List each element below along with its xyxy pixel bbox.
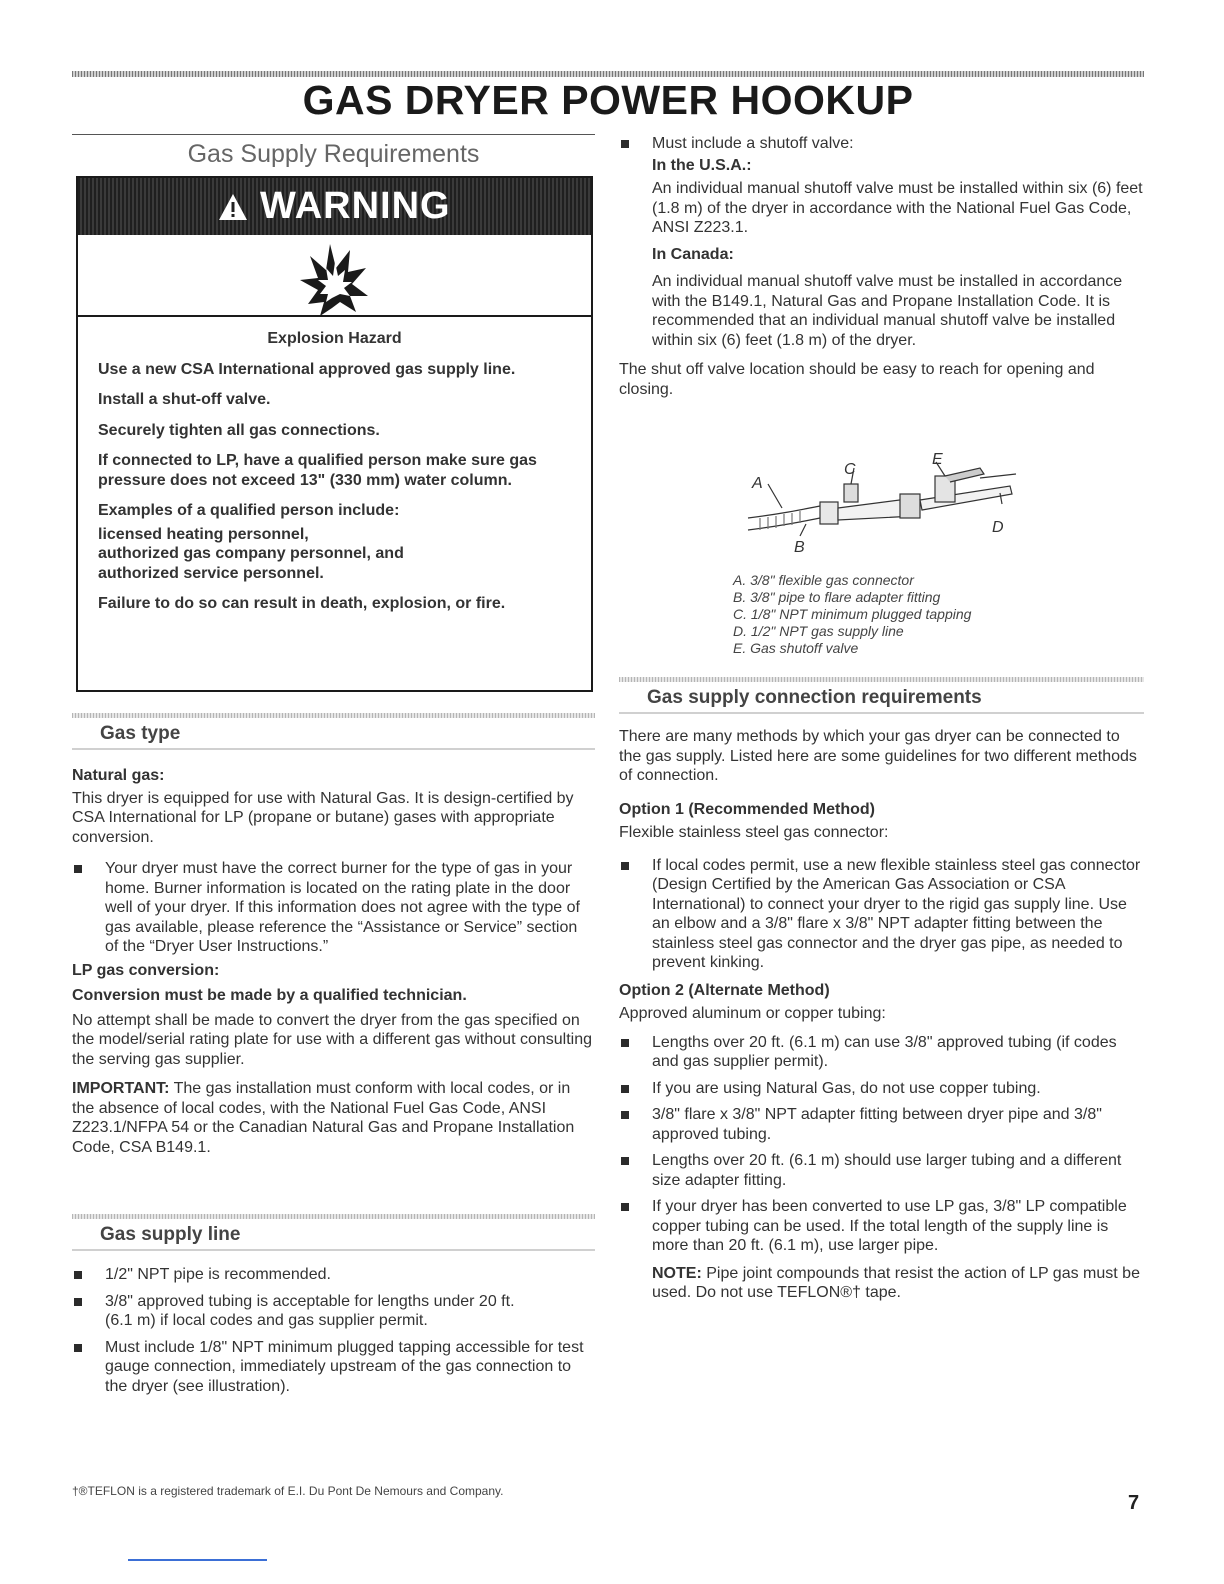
diagram-letter-c: C — [844, 461, 856, 478]
shutoff-location-text: The shut off valve location should be easy to reach for opening and closing. — [619, 361, 1095, 398]
page-number: 7 — [1128, 1492, 1140, 1514]
connection-intro: There are many methods by which your gas dryer can be connected to the gas supply. Listed here are some guidelines for two different methods of connection. — [619, 728, 1137, 784]
important-paragraph — [72, 1079, 595, 1157]
diagram-letter-b: B — [794, 539, 805, 556]
warning-line: If connected to LP, have a qualified person make sure gas pressure does not exceed 13" (330 mm) water column. — [98, 452, 537, 489]
gas-type-heading: Gas type — [100, 723, 181, 744]
gas-supply-line-heading-block — [72, 1214, 595, 1251]
option1-label: Option 1 (Recommended Method) — [619, 800, 875, 818]
diagram-letter-d: D — [992, 519, 1004, 536]
gas-type-bullet: Your dryer must have the correct burner for the type of gas in your home. Burner information is located on the rating plate in the door well of your dryer. If this information does not agree with the type of gas available, please reference the “Assistance or Service” section of the “Dryer User Instructions.” — [72, 859, 595, 957]
lp-conversion-bold: Conversion must be made by a qualified technician. — [72, 987, 467, 1004]
usa-text: An individual manual shutoff valve must be installed within six (6) feet (1.8 m) of the dryer in accordance with the National Fuel Gas Code, ANSI Z223.1. — [652, 180, 1143, 236]
diagram-caption: A. 3/8" flexible gas connector — [733, 572, 914, 588]
section-heading: Gas Supply Requirements — [187, 140, 480, 168]
diagram-caption: B. 3/8" pipe to flare adapter fitting — [733, 589, 941, 605]
warning-line: Securely tighten all gas connections. — [98, 421, 380, 439]
warning-line: Install a shut-off valve. — [98, 391, 271, 408]
gas-connection-diagram — [740, 448, 1030, 560]
gas-type-section — [72, 766, 595, 1157]
canada-label: In Canada: — [652, 245, 734, 263]
important-label: IMPORTANT: — [72, 1080, 170, 1097]
shutoff-section — [619, 134, 1144, 399]
warning-line: authorized service personnel. — [98, 564, 324, 582]
diagram-caption: E. Gas shutoff valve — [733, 640, 859, 656]
option2-bullet: Lengths over 20 ft. (6.1 m) should use larger tubing and a different size adapter fitting. — [619, 1151, 1144, 1190]
warning-line: Use a new CSA International approved gas supply line. — [98, 360, 516, 378]
option1-bullet: If local codes permit, use a new flexible stainless steel gas connector (Design Certified by the American Gas Association or CSA International) to connect your dryer to the rigid gas supply line. Use an elbow and a 3/8" flare x 3/8" NPT adapter fitting between the stainless steel gas connector and the dryer gas pipe, as needed to prevent kinking. — [619, 856, 1144, 973]
natural-gas-label: Natural gas: — [72, 767, 165, 784]
warning-triangle-icon — [218, 185, 260, 227]
note-label: NOTE: — [652, 1264, 702, 1282]
option2-sub: Approved aluminum or copper tubing: — [619, 1005, 886, 1022]
diagram-caption: C. 1/8" NPT minimum plugged tapping — [733, 606, 972, 622]
page-title: GAS DRYER POWER HOOKUP — [302, 77, 914, 123]
connection-heading: Gas supply connection requirements — [647, 687, 982, 708]
important-text: The gas installation must conform with local codes, or in the absence of local codes, with the National Fuel Gas Code, ANSI Z223.1/NFPA 54 or the Canadian Natural Gas and Propane Installation Code, CSA B149.1. — [72, 1080, 575, 1156]
supply-line-bullet: 1/2" NPT pipe is recommended. — [72, 1265, 595, 1285]
lp-conversion-text: No attempt shall be made to convert the dryer from the gas specified on the model/serial rating plate for use with a different gas without consulting the serving gas supplier. — [72, 1011, 592, 1068]
section-rule — [72, 134, 595, 135]
warning-line: Examples of a qualified person include: — [98, 502, 400, 519]
note-paragraph — [619, 1264, 1144, 1303]
option2-bullet: If your dryer has been converted to use LP gas, 3/8" LP compatible copper tubing can be used. If the total length of the supply line is more than 20 ft. (6.1 m), use larger pipe. — [619, 1197, 1144, 1256]
connection-heading-block — [619, 677, 1144, 714]
supply-line-bullet: Must include 1/8" NPT minimum plugged tapping accessible for test gauge connection, immediately upstream of the gas connection to the dryer (see illustration). — [72, 1338, 595, 1397]
lp-conversion-label: LP gas conversion: — [72, 961, 220, 979]
connection-section — [619, 727, 1144, 1303]
gas-type-heading-block — [72, 713, 595, 750]
footnote: †®TEFLON is a registered trademark of E.I. Du Pont De Nemours and Company. — [72, 1484, 504, 1498]
diagram-letter-e: E — [932, 451, 943, 468]
option2-bullet: Lengths over 20 ft. (6.1 m) can use 3/8" approved tubing (if codes and gas supplier permit). — [619, 1033, 1144, 1072]
warning-line: licensed heating personnel, — [98, 525, 309, 543]
diagram-caption: D. 1/2" NPT gas supply line — [733, 623, 904, 639]
warning-box — [76, 176, 593, 692]
explosion-icon — [290, 238, 374, 318]
warning-title: Explosion Hazard — [267, 330, 402, 347]
canada-text: An individual manual shutoff valve must be installed in accordance with the B149.1, Natural Gas and Propane Installation Code. It is recommended that an individual manual shutoff valve be installed within six (6) feet (1.8 m) of the dryer. — [652, 273, 1123, 349]
warning-label: WARNING — [259, 185, 451, 227]
supply-line-bullet: 3/8" approved tubing is acceptable for lengths under 20 ft. (6.1 m) if local codes and gas supplier permit. — [72, 1292, 595, 1331]
gas-supply-line-heading: Gas supply line — [100, 1224, 241, 1245]
warning-line: authorized gas company personnel, and — [98, 545, 404, 562]
option2-label: Option 2 (Alternate Method) — [619, 981, 830, 999]
option2-bullet: If you are using Natural Gas, do not use copper tubing. — [619, 1079, 1144, 1099]
usa-label: In the U.S.A.: — [652, 156, 752, 174]
warning-header — [78, 178, 591, 235]
diagram-letter-a: A — [752, 475, 763, 492]
gas-supply-line-section — [72, 1265, 595, 1396]
diagram-captions — [733, 572, 1033, 657]
option2-bullet: 3/8" flare x 3/8" NPT adapter fitting between dryer pipe and 3/8" approved tubing. — [619, 1105, 1144, 1144]
note-text: Pipe joint compounds that resist the action of LP gas must be used. Do not use TEFLON®† tape. — [652, 1264, 1140, 1301]
option1-sub: Flexible stainless steel gas connector: — [619, 824, 889, 841]
natural-gas-text: This dryer is equipped for use with Natural Gas. It is design-certified by CSA International for LP (propane or butane) gases with appropriate conversion. — [72, 789, 574, 846]
warning-line: Failure to do so can result in death, explosion, or fire. — [98, 595, 506, 612]
shutoff-bullet: Must include a shutoff valve: — [619, 134, 1144, 154]
bottom-link-line — [128, 1559, 267, 1561]
